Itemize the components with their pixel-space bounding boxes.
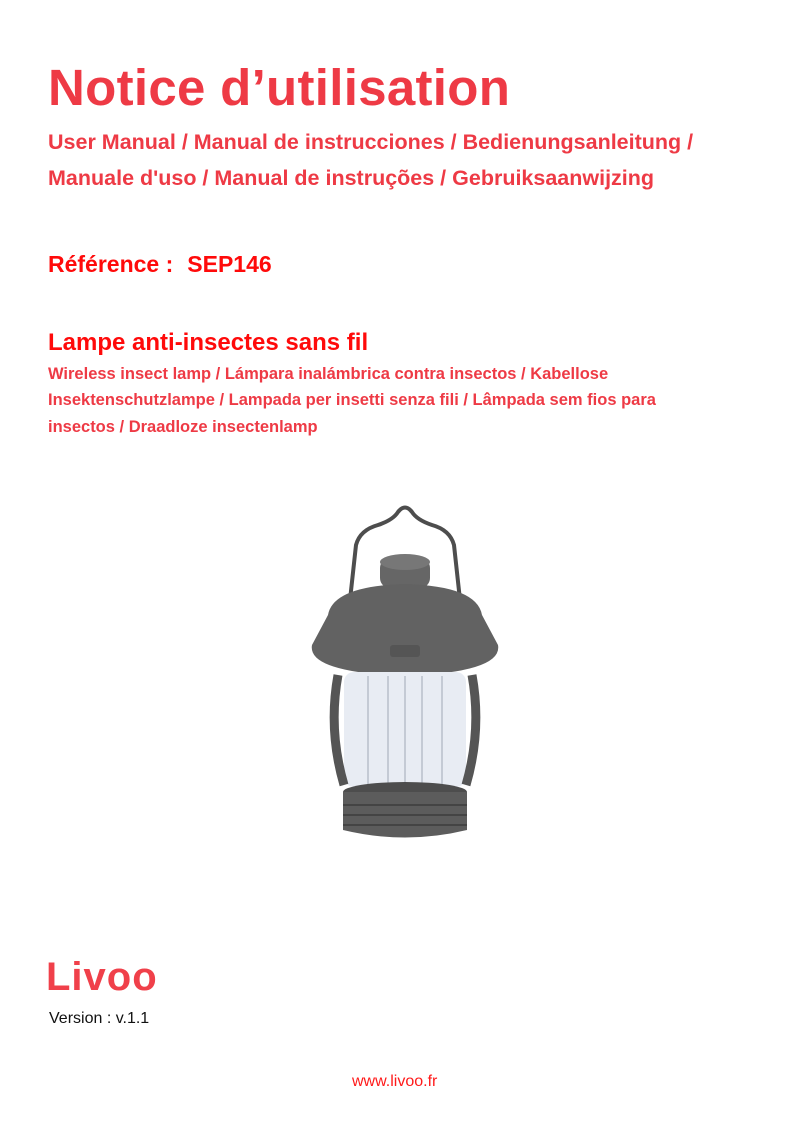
subtitle-line-1: User Manual / Manual de instrucciones / Bedienungsanleitung / <box>48 130 694 154</box>
reference-code: SEP146 <box>187 251 272 277</box>
product-translation-line-2: Insektenschutzlampe / Lampada per insetti senza fili / Lâmpada sem fios para <box>48 391 656 409</box>
product-name: Lampe anti-insectes sans fil <box>48 329 369 356</box>
product-translation-line-1: Wireless insect lamp / Lámpara inalámbrica contra insectos / Kabellose <box>48 365 609 383</box>
reference-label: Référence : <box>48 251 174 277</box>
website-link[interactable]: www.livoo.fr <box>352 1073 438 1090</box>
product-lamp-image <box>298 500 512 855</box>
document-title: Notice d’utilisation <box>48 59 511 116</box>
version-text: Version : v.1.1 <box>49 1010 150 1027</box>
reference <box>48 251 272 278</box>
livoo-logo <box>46 955 158 1000</box>
brand-name: Livoo <box>46 955 158 999</box>
subtitle-line-2: Manuale d'uso / Manual de instruções / Gebruiksaanwijzing <box>48 166 655 190</box>
product-translation-line-3: insectos / Draadloze insectenlamp <box>48 418 318 436</box>
